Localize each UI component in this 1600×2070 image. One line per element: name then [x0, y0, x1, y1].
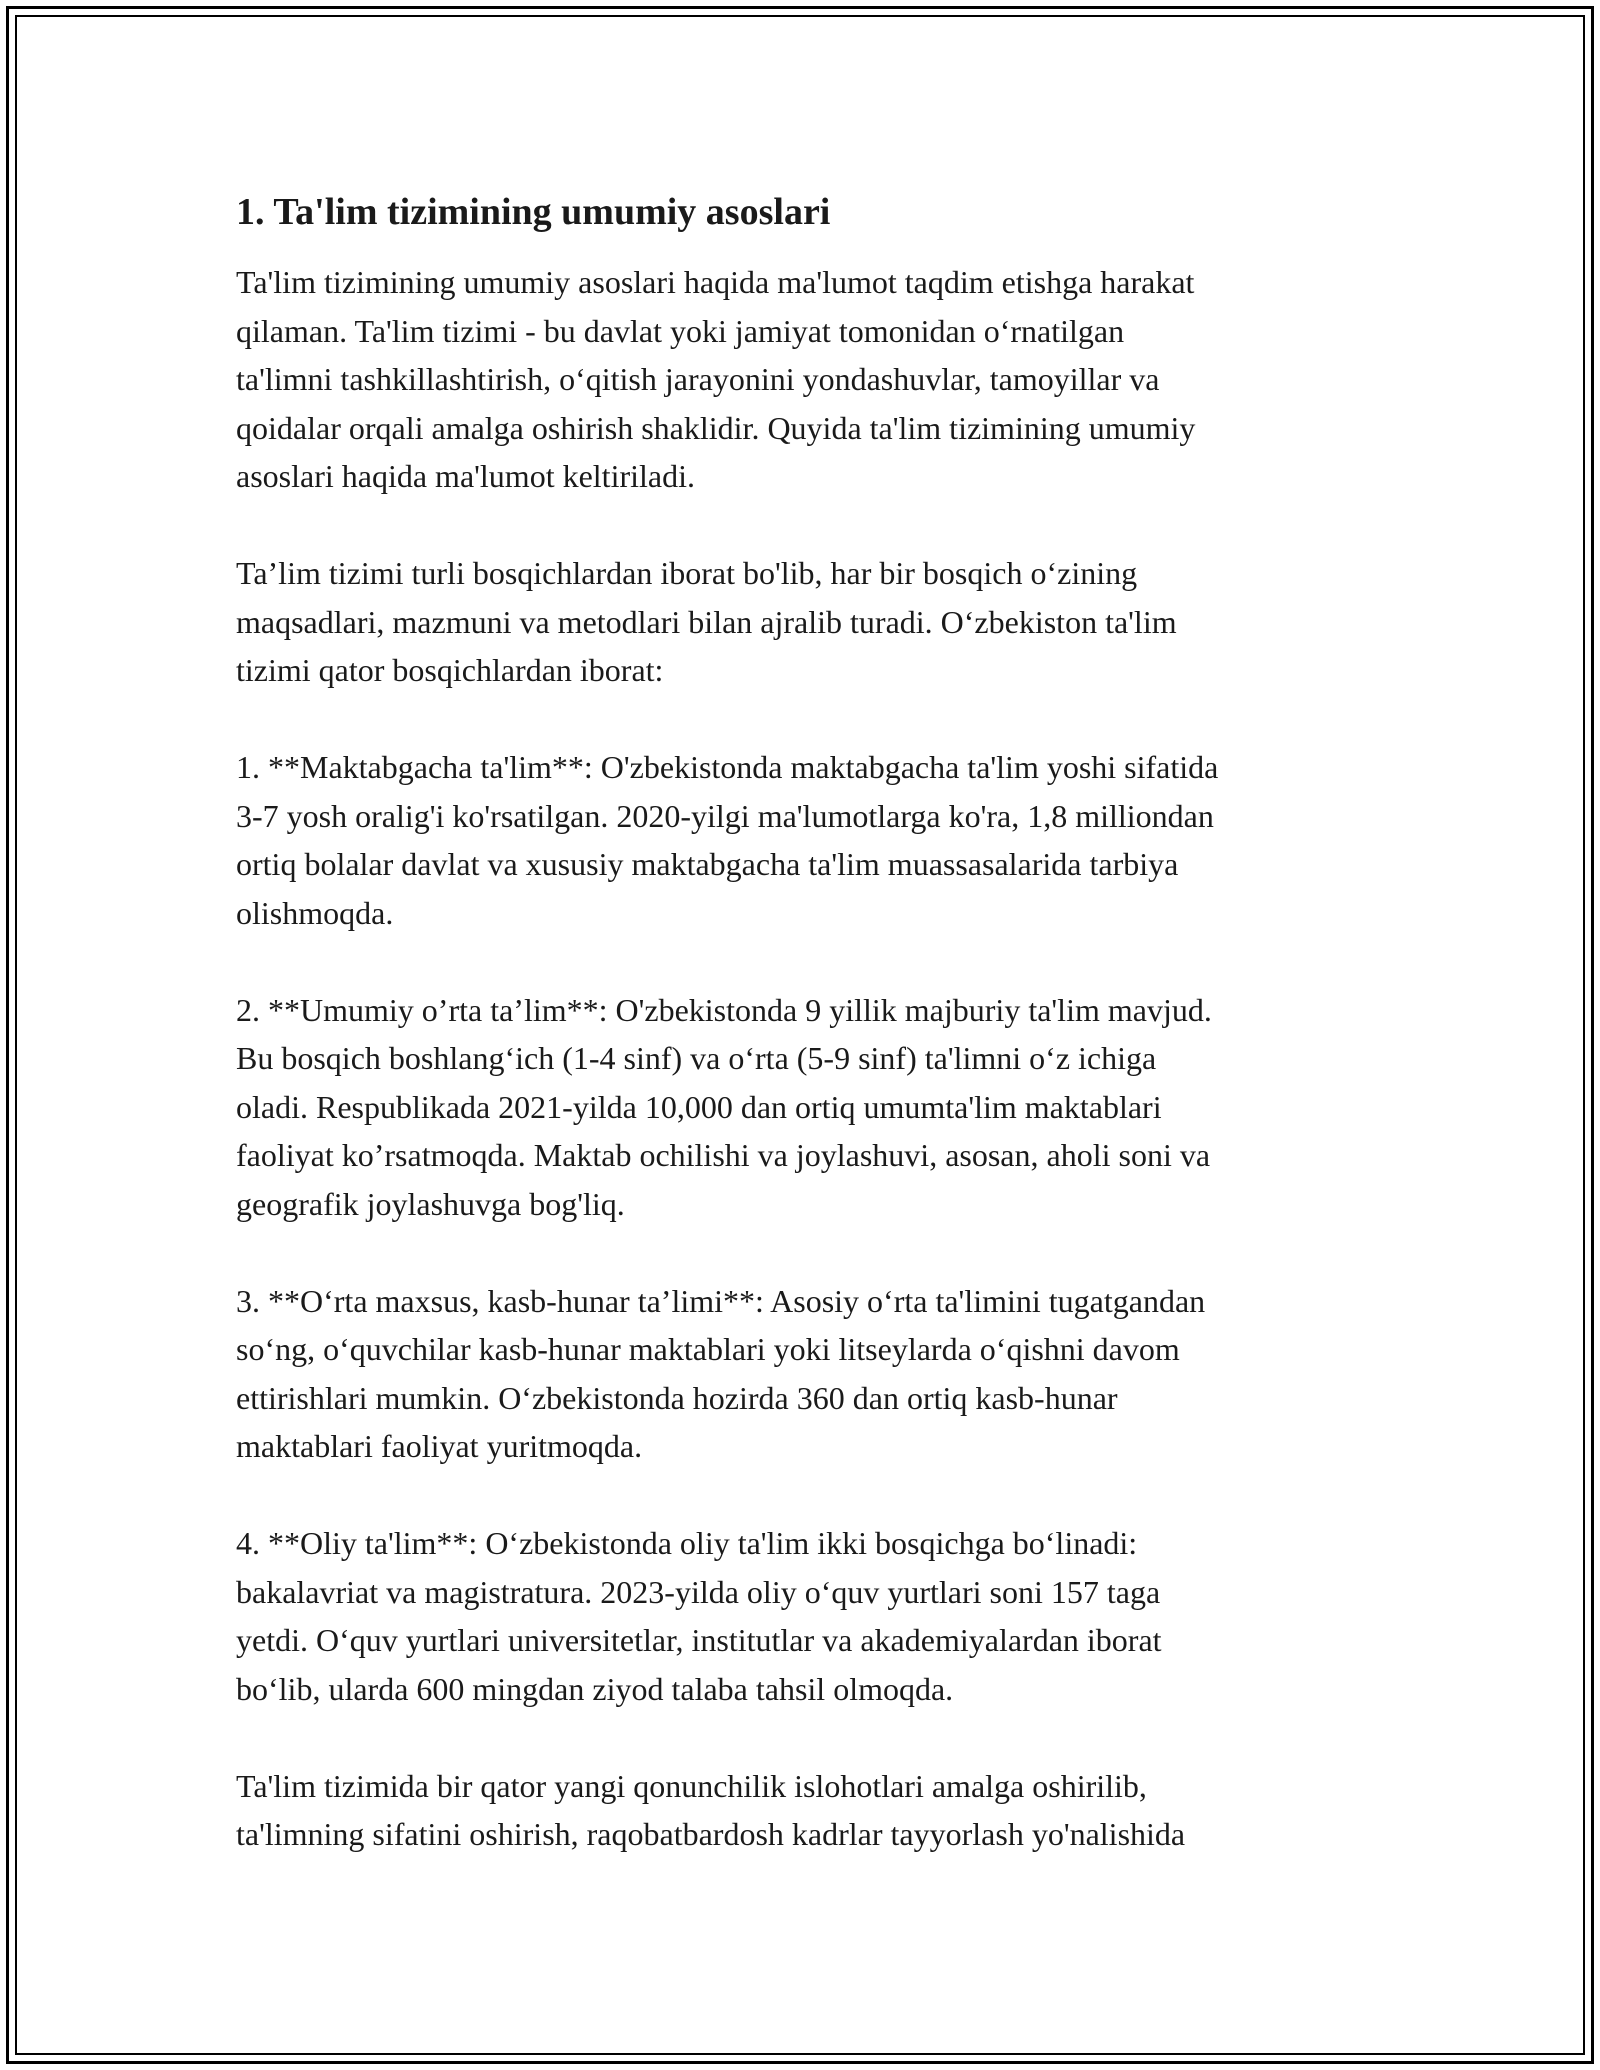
paragraph-higher-education: 4. **Oliy ta'lim**: O‘zbekistonda oliy ta'lim ikki bosqichga bo‘linadi: bakalavriat va magistratura. 2023-yilda oliy o‘quv yurtlari soni 157 taga yetdi. O‘quv yurtlari universitetlar, institutlar va akademiyalardan iborat bo‘lib, ularda 600 mingdan ziyod talaba tahsil olmoqda.: [236, 1525, 1162, 1707]
section-heading: 1. Ta'lim tizimining umumiy asoslari: [236, 191, 831, 233]
paragraph-stages: Ta’lim tizimi turli bosqichlardan iborat bo'lib, har bir bosqich o‘zining maqsadlari, mazmuni va metodlari bilan ajralib turadi. O‘zbekiston ta'lim tizimi qator bosqichlardan iborat:: [236, 555, 1177, 688]
paragraph-general-secondary: 2. **Umumiy o’rta ta’lim**: O'zbekistonda 9 yillik majburiy ta'lim mavjud. Bu bosqich boshlang‘ich (1-4 sinf) va o‘rta (5-9 sinf) ta'limni o‘z ichiga oladi. Respublikada 2021-yilda 10,000 dan ortiq umumta'lim maktablari faoliyat ko’rsatmoqda. Maktab ochilishi va joylashuvi, asosan, aholi soni va geografik joylashuvga bog'liq.: [236, 991, 1212, 1222]
paragraph-reforms: Ta'lim tizimida bir qator yangi qonunchilik islohotlari amalga oshirilib, ta'limning sifatini oshirish, raqobatbardosh kadrlar tayyorlash yo'nalishida: [236, 1767, 1186, 1852]
paragraph-vocational: 3. **O‘rta maxsus, kasb-hunar ta’limi**: Asosiy o‘rta ta'limini tugatgandan so‘ng, o‘quvchilar kasb-hunar maktablari yoki litseylarda o‘qishni davom ettirishlari mumkin. O‘zbekistonda hozirda 360 dan ortiq kasb-hunar maktablari faoliyat yuritmoqda.: [236, 1282, 1206, 1464]
document-body: [236, 186, 1376, 1907]
paragraph-preschool: 1. **Maktabgacha ta'lim**: O'zbekistonda maktabgacha ta'lim yoshi sifatida 3-7 yosh oralig'i ko'rsatilgan. 2020-yilgi ma'lumotlarga ko'ra, 1,8 milliondan ortiq bolalar davlat va xususiy maktabgacha ta'lim muassasalarida tarbiya olishmoqda.: [236, 749, 1219, 931]
paragraph-intro: Ta'lim tizimining umumiy asoslari haqida ma'lumot taqdim etishga harakat qilaman. Ta'lim tizimi - bu davlat yoki jamiyat tomonidan o‘rnatilgan ta'limni tashkillashtirish, o‘qitish jarayonini yondashuvlar, tamoyillar va qoidalar orqali amalga oshirish shaklidir. Quyida ta'lim tizimining umumiy asoslari haqida ma'lumot keltiriladi.: [236, 264, 1196, 494]
